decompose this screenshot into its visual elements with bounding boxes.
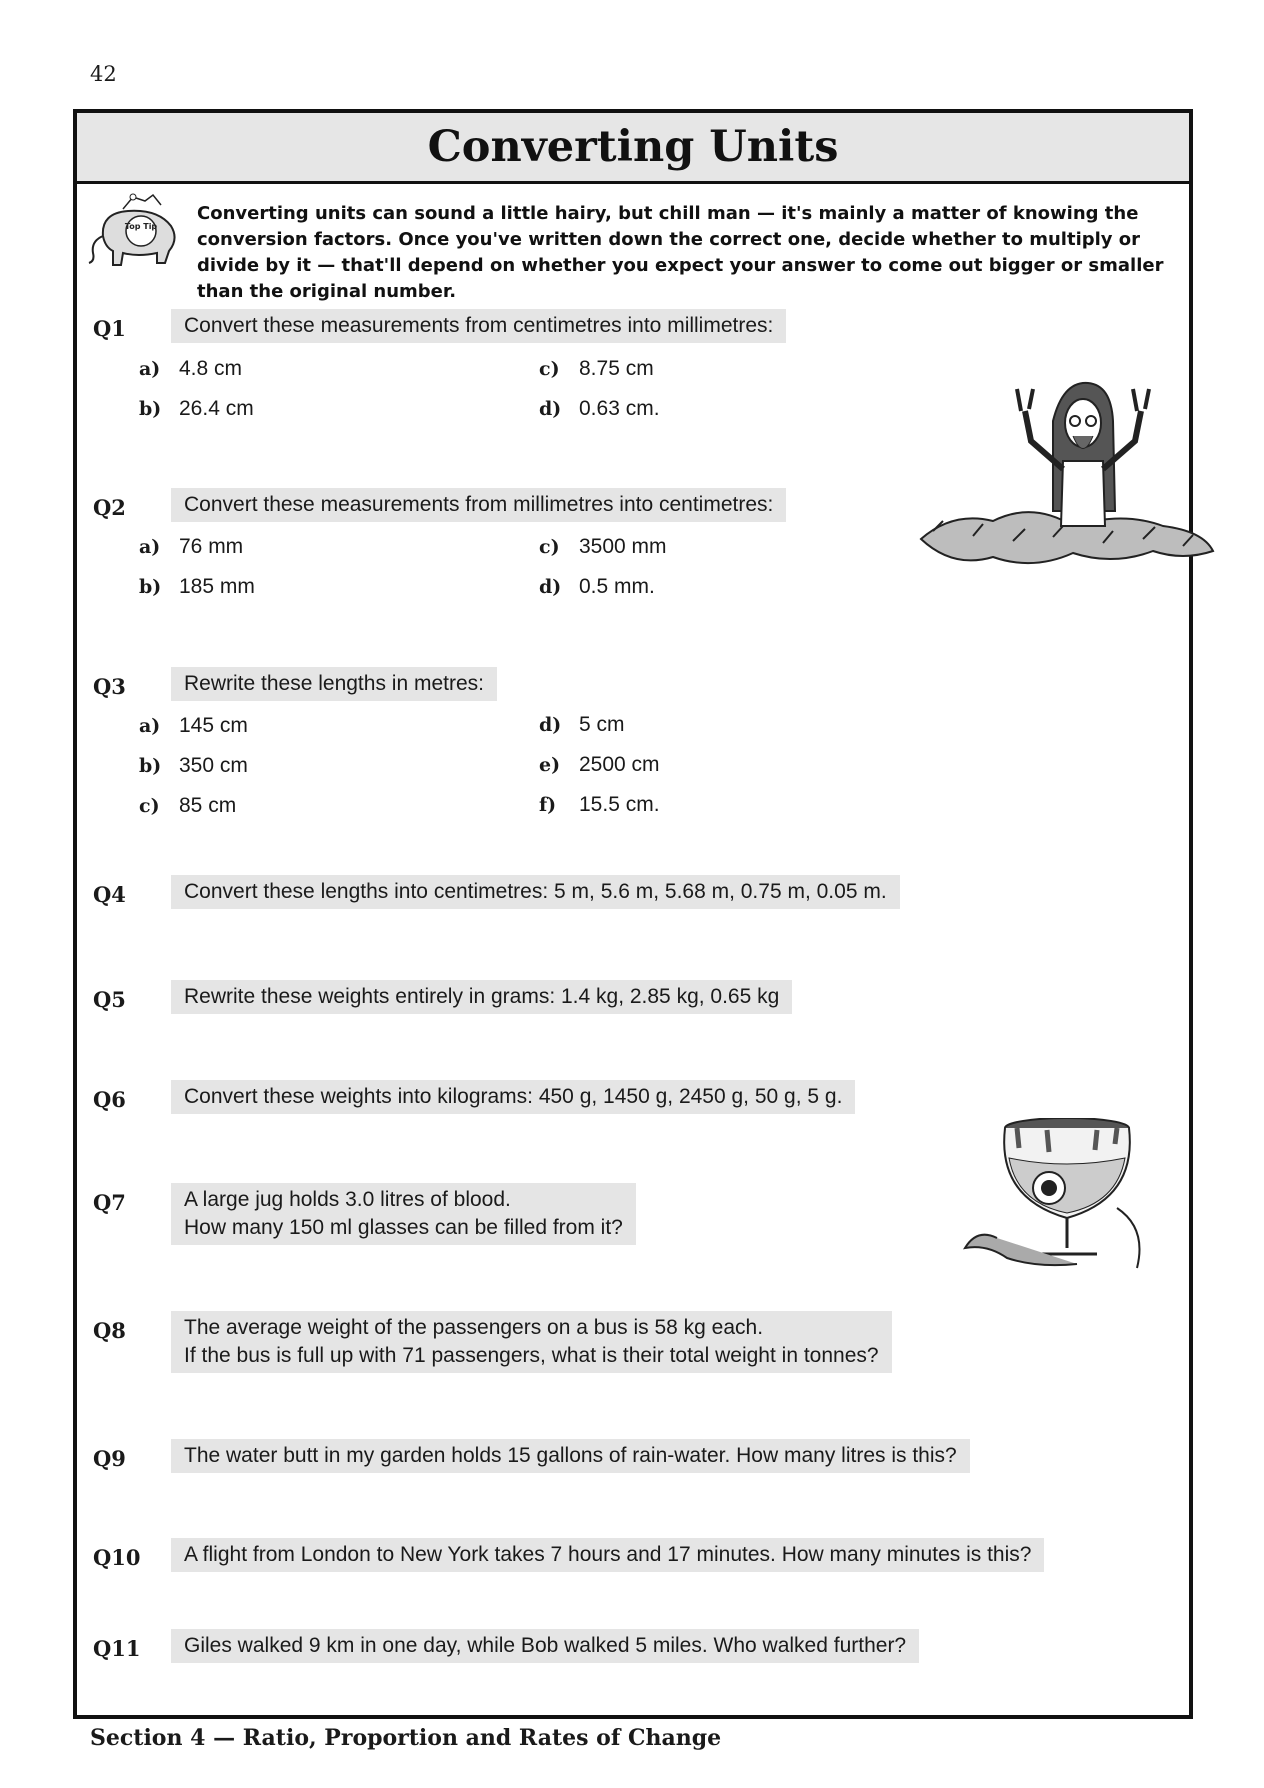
question-prompt	[171, 309, 786, 343]
question-number: Q9	[93, 1446, 126, 1471]
question-prompt	[171, 875, 900, 909]
question-number: Q5	[93, 987, 126, 1012]
sub-question	[139, 754, 248, 778]
part-label: a)	[139, 536, 161, 558]
prompt-line: The average weight of the passengers on a bus is 58 kg each.	[184, 1316, 764, 1339]
sub-question	[539, 357, 654, 381]
part-text: 26.4 cm	[179, 397, 254, 420]
part-text: 3500 mm	[579, 535, 667, 558]
prompt-line: Convert these lengths into centimetres: 5 m, 5.6 m, 5.68 m, 0.75 m, 0.05 m.	[184, 880, 887, 903]
part-label: b)	[139, 398, 162, 420]
question-prompt	[171, 667, 497, 701]
prompt-line: If the bus is full up with 71 passengers, what is their total weight in tonnes?	[184, 1344, 879, 1367]
title-bar	[77, 113, 1189, 184]
question-number: Q1	[93, 316, 126, 341]
part-label: b)	[139, 576, 162, 598]
prompt-line: How many 150 ml glasses can be filled from it?	[184, 1216, 623, 1239]
part-label: a)	[139, 715, 161, 737]
sub-question	[539, 713, 625, 737]
part-text: 76 mm	[179, 535, 244, 558]
part-label: f)	[539, 794, 557, 816]
part-text: 8.75 cm	[579, 357, 654, 380]
part-label: c)	[539, 536, 560, 558]
part-label: b)	[139, 755, 162, 777]
question-prompt	[171, 1439, 970, 1473]
prompt-line: Convert these weights into kilograms: 450 g, 1450 g, 2450 g, 50 g, 5 g.	[184, 1085, 843, 1108]
part-text: 145 cm	[179, 714, 248, 737]
question-number: Q3	[93, 674, 126, 699]
sub-question	[539, 535, 667, 559]
prompt-line: The water butt in my garden holds 15 gallons of rain-water. How many litres is this?	[184, 1444, 957, 1467]
sub-question	[139, 397, 254, 421]
top-tip-elephant-icon	[83, 191, 193, 271]
part-text: 85 cm	[179, 794, 237, 817]
question-prompt	[171, 1538, 1044, 1572]
prompt-line: Rewrite these weights entirely in grams: 1.4 kg, 2.85 kg, 0.65 kg	[184, 985, 780, 1008]
prompt-line: Convert these measurements from centimetres into millimetres:	[184, 314, 774, 337]
question-number: Q7	[93, 1190, 126, 1215]
part-label: d)	[539, 398, 562, 420]
part-text: 0.5 mm.	[579, 575, 655, 598]
prompt-line: Rewrite these lengths in metres:	[184, 672, 484, 695]
question-prompt	[171, 1311, 892, 1373]
part-text: 15.5 cm.	[579, 793, 660, 816]
section-footer: Section 4 — Ratio, Proportion and Rates of Change	[90, 1725, 722, 1751]
part-label: c)	[539, 358, 560, 380]
prompt-line: A large jug holds 3.0 litres of blood.	[184, 1188, 511, 1211]
question-number: Q4	[93, 882, 126, 907]
question-prompt	[171, 980, 792, 1014]
question-prompt	[171, 1183, 636, 1245]
sub-question	[139, 535, 243, 559]
part-text: 4.8 cm	[179, 357, 243, 380]
question-prompt	[171, 1629, 919, 1663]
part-text: 185 mm	[179, 575, 255, 598]
question-number: Q8	[93, 1318, 126, 1343]
prompt-line: Giles walked 9 km in one day, while Bob walked 5 miles. Who walked further?	[184, 1634, 907, 1657]
prompt-line: Convert these measurements from millimetres into centimetres:	[184, 493, 774, 516]
top-tip-logo-text: Top Tip	[124, 222, 158, 231]
part-label: a)	[139, 358, 161, 380]
question-number: Q10	[93, 1545, 141, 1570]
question-prompt	[171, 488, 786, 522]
sub-question	[139, 357, 242, 381]
question-number: Q6	[93, 1087, 126, 1112]
tip-text: Converting units can sound a little hairy, but chill man — it's mainly a matter of knowing the conversion factors. Once you've written down the correct one, decide whether to multiply or divide by it — that'll depend on whether you expect your answer to come out bigger or smaller than the original number.	[197, 203, 1164, 302]
question-number: Q11	[93, 1636, 141, 1661]
part-label: d)	[539, 576, 562, 598]
page-title: Converting Units	[427, 122, 839, 172]
sub-question	[539, 793, 660, 817]
sub-question	[139, 714, 248, 738]
question-number: Q2	[93, 495, 126, 520]
sub-question	[539, 753, 660, 777]
part-text: 0.63 cm.	[579, 397, 660, 420]
blood-goblet-cartoon-icon	[957, 1118, 1157, 1278]
part-label: d)	[539, 714, 562, 736]
part-text: 350 cm	[179, 754, 248, 777]
prompt-line: A flight from London to New York takes 7 hours and 17 minutes. How many minutes is this?	[184, 1543, 1032, 1566]
question-prompt	[171, 1080, 855, 1114]
worksheet-frame	[73, 109, 1193, 1719]
sub-question	[539, 397, 660, 421]
hippie-cartoon-icon	[913, 361, 1219, 581]
part-text: 2500 cm	[579, 753, 660, 776]
sub-question	[139, 575, 255, 599]
sub-question	[539, 575, 655, 599]
part-text: 5 cm	[579, 713, 625, 736]
sub-question	[139, 794, 236, 818]
page-number: 42	[90, 62, 117, 86]
part-label: e)	[539, 754, 561, 776]
part-label: c)	[139, 795, 160, 817]
